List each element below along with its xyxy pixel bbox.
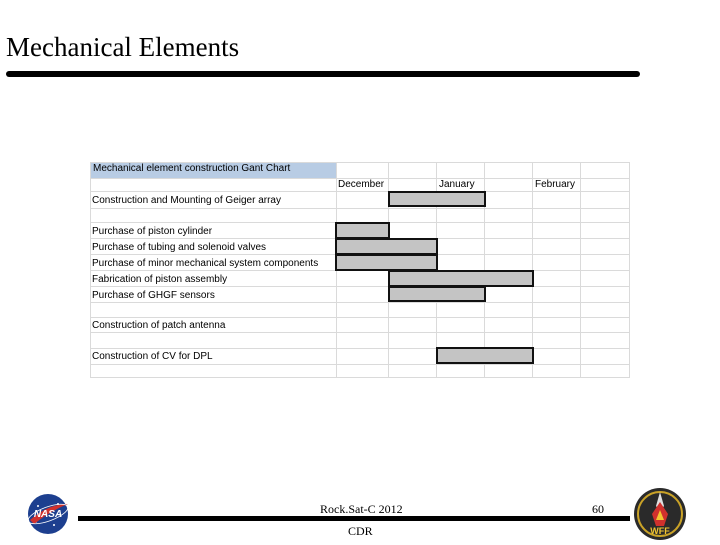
title-underline [6, 71, 640, 77]
month-december: December [338, 179, 385, 190]
footer-rule [78, 516, 630, 521]
gantt-bar [335, 222, 390, 239]
slide-title: Mechanical Elements [6, 32, 240, 62]
month-february: February [535, 179, 576, 190]
svg-text:WFF: WFF [650, 526, 670, 536]
nasa-logo [24, 492, 72, 536]
task-label: Fabrication of piston assembly [92, 274, 228, 285]
task-label: Construction and Mounting of Geiger array [92, 195, 281, 206]
gantt-bar [388, 270, 534, 287]
footer-center-bottom: CDR [348, 524, 373, 538]
gantt-bar [436, 347, 534, 364]
gantt-bar [388, 286, 486, 302]
task-label: Purchase of tubing and solenoid valves [92, 242, 267, 253]
gantt-title: Mechanical element construction Gant Chart [93, 163, 291, 174]
task-label: Purchase of GHGF sensors [92, 290, 215, 301]
svg-text:NASA: NASA [33, 509, 63, 520]
task-label: Purchase of piston cylinder [92, 226, 213, 237]
gantt-bar [335, 238, 438, 255]
footer-center-top: Rock.Sat-C 2012 [320, 502, 403, 516]
task-label: Construction of patch antenna [92, 320, 226, 331]
task-label: Purchase of minor mechanical system components [92, 258, 319, 269]
wff-logo [632, 484, 688, 540]
page-number: 60 [592, 502, 604, 516]
gantt-bar [388, 191, 486, 207]
gantt-bar [335, 254, 438, 271]
task-label: Construction of CV for DPL [92, 351, 213, 362]
month-january: January [439, 179, 475, 190]
